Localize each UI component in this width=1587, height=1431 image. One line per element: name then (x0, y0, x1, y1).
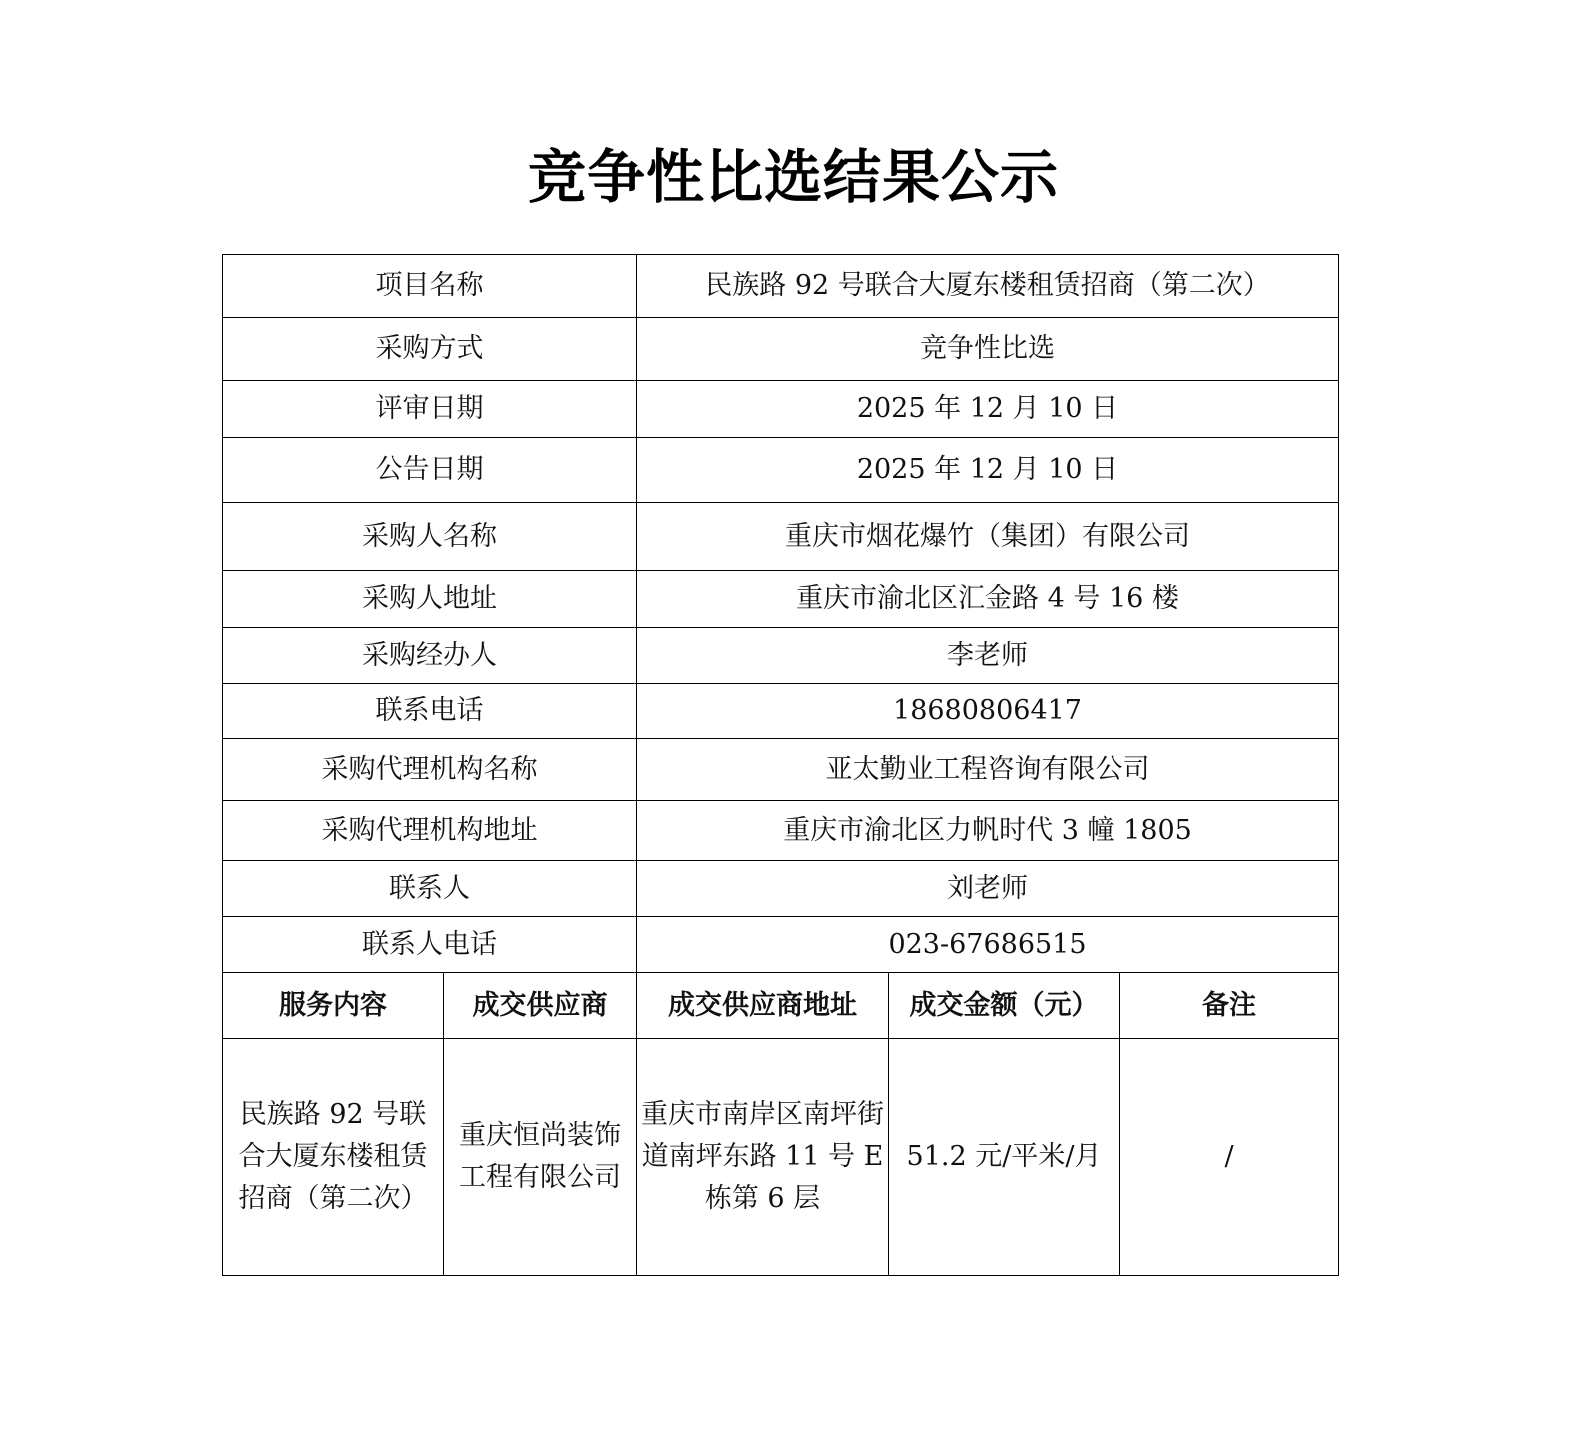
row-label: 采购经办人 (223, 628, 637, 684)
table-row (223, 684, 1339, 739)
row-value: 亚太勤业工程咨询有限公司 (637, 739, 1339, 801)
table-row (223, 318, 1339, 381)
row-value: 刘老师 (637, 861, 1339, 917)
header-supplier: 成交供应商 (444, 973, 637, 1039)
table-row (223, 628, 1339, 684)
cell-amount: 51.2 元/平米/月 (889, 1039, 1120, 1276)
row-label: 采购代理机构名称 (223, 739, 637, 801)
table-row (223, 503, 1339, 571)
cell-remark: / (1120, 1039, 1339, 1276)
header-amount: 成交金额（元） (889, 973, 1120, 1039)
result-header-row (223, 973, 1339, 1039)
cell-service: 民族路 92 号联合大厦东楼租赁招商（第二次） (223, 1039, 444, 1276)
cell-supplier: 重庆恒尚装饰工程有限公司 (444, 1039, 637, 1276)
row-value: 重庆市烟花爆竹（集团）有限公司 (637, 503, 1339, 571)
row-label: 公告日期 (223, 438, 637, 503)
row-label: 联系电话 (223, 684, 637, 739)
row-value: 2025 年 12 月 10 日 (637, 381, 1339, 438)
table-row (223, 861, 1339, 917)
table-row (223, 255, 1339, 318)
row-label: 项目名称 (223, 255, 637, 318)
row-value: 023-67686515 (637, 917, 1339, 973)
row-label: 评审日期 (223, 381, 637, 438)
result-data-row (223, 1039, 1339, 1276)
row-label: 联系人电话 (223, 917, 637, 973)
header-service: 服务内容 (223, 973, 444, 1039)
table-row (223, 917, 1339, 973)
table-row (223, 381, 1339, 438)
row-label: 采购人地址 (223, 571, 637, 628)
table-row (223, 739, 1339, 801)
table-row (223, 438, 1339, 503)
row-label: 联系人 (223, 861, 637, 917)
row-label: 采购方式 (223, 318, 637, 381)
row-value: 2025 年 12 月 10 日 (637, 438, 1339, 503)
row-value: 重庆市渝北区力帆时代 3 幢 1805 (637, 801, 1339, 861)
table-row (223, 571, 1339, 628)
row-label: 采购代理机构地址 (223, 801, 637, 861)
row-value: 重庆市渝北区汇金路 4 号 16 楼 (637, 571, 1339, 628)
table-row (223, 801, 1339, 861)
row-value: 李老师 (637, 628, 1339, 684)
row-value: 18680806417 (637, 684, 1339, 739)
header-remark: 备注 (1120, 973, 1339, 1039)
row-label: 采购人名称 (223, 503, 637, 571)
row-value: 民族路 92 号联合大厦东楼租赁招商（第二次） (637, 255, 1339, 318)
cell-supplier-address: 重庆市南岸区南坪街道南坪东路 11 号 E 栋第 6 层 (637, 1039, 889, 1276)
row-value: 竞争性比选 (637, 318, 1339, 381)
result-table (222, 254, 1339, 1276)
header-supplier-address: 成交供应商地址 (637, 973, 889, 1039)
document-title: 竞争性比选结果公示 (527, 143, 1059, 211)
